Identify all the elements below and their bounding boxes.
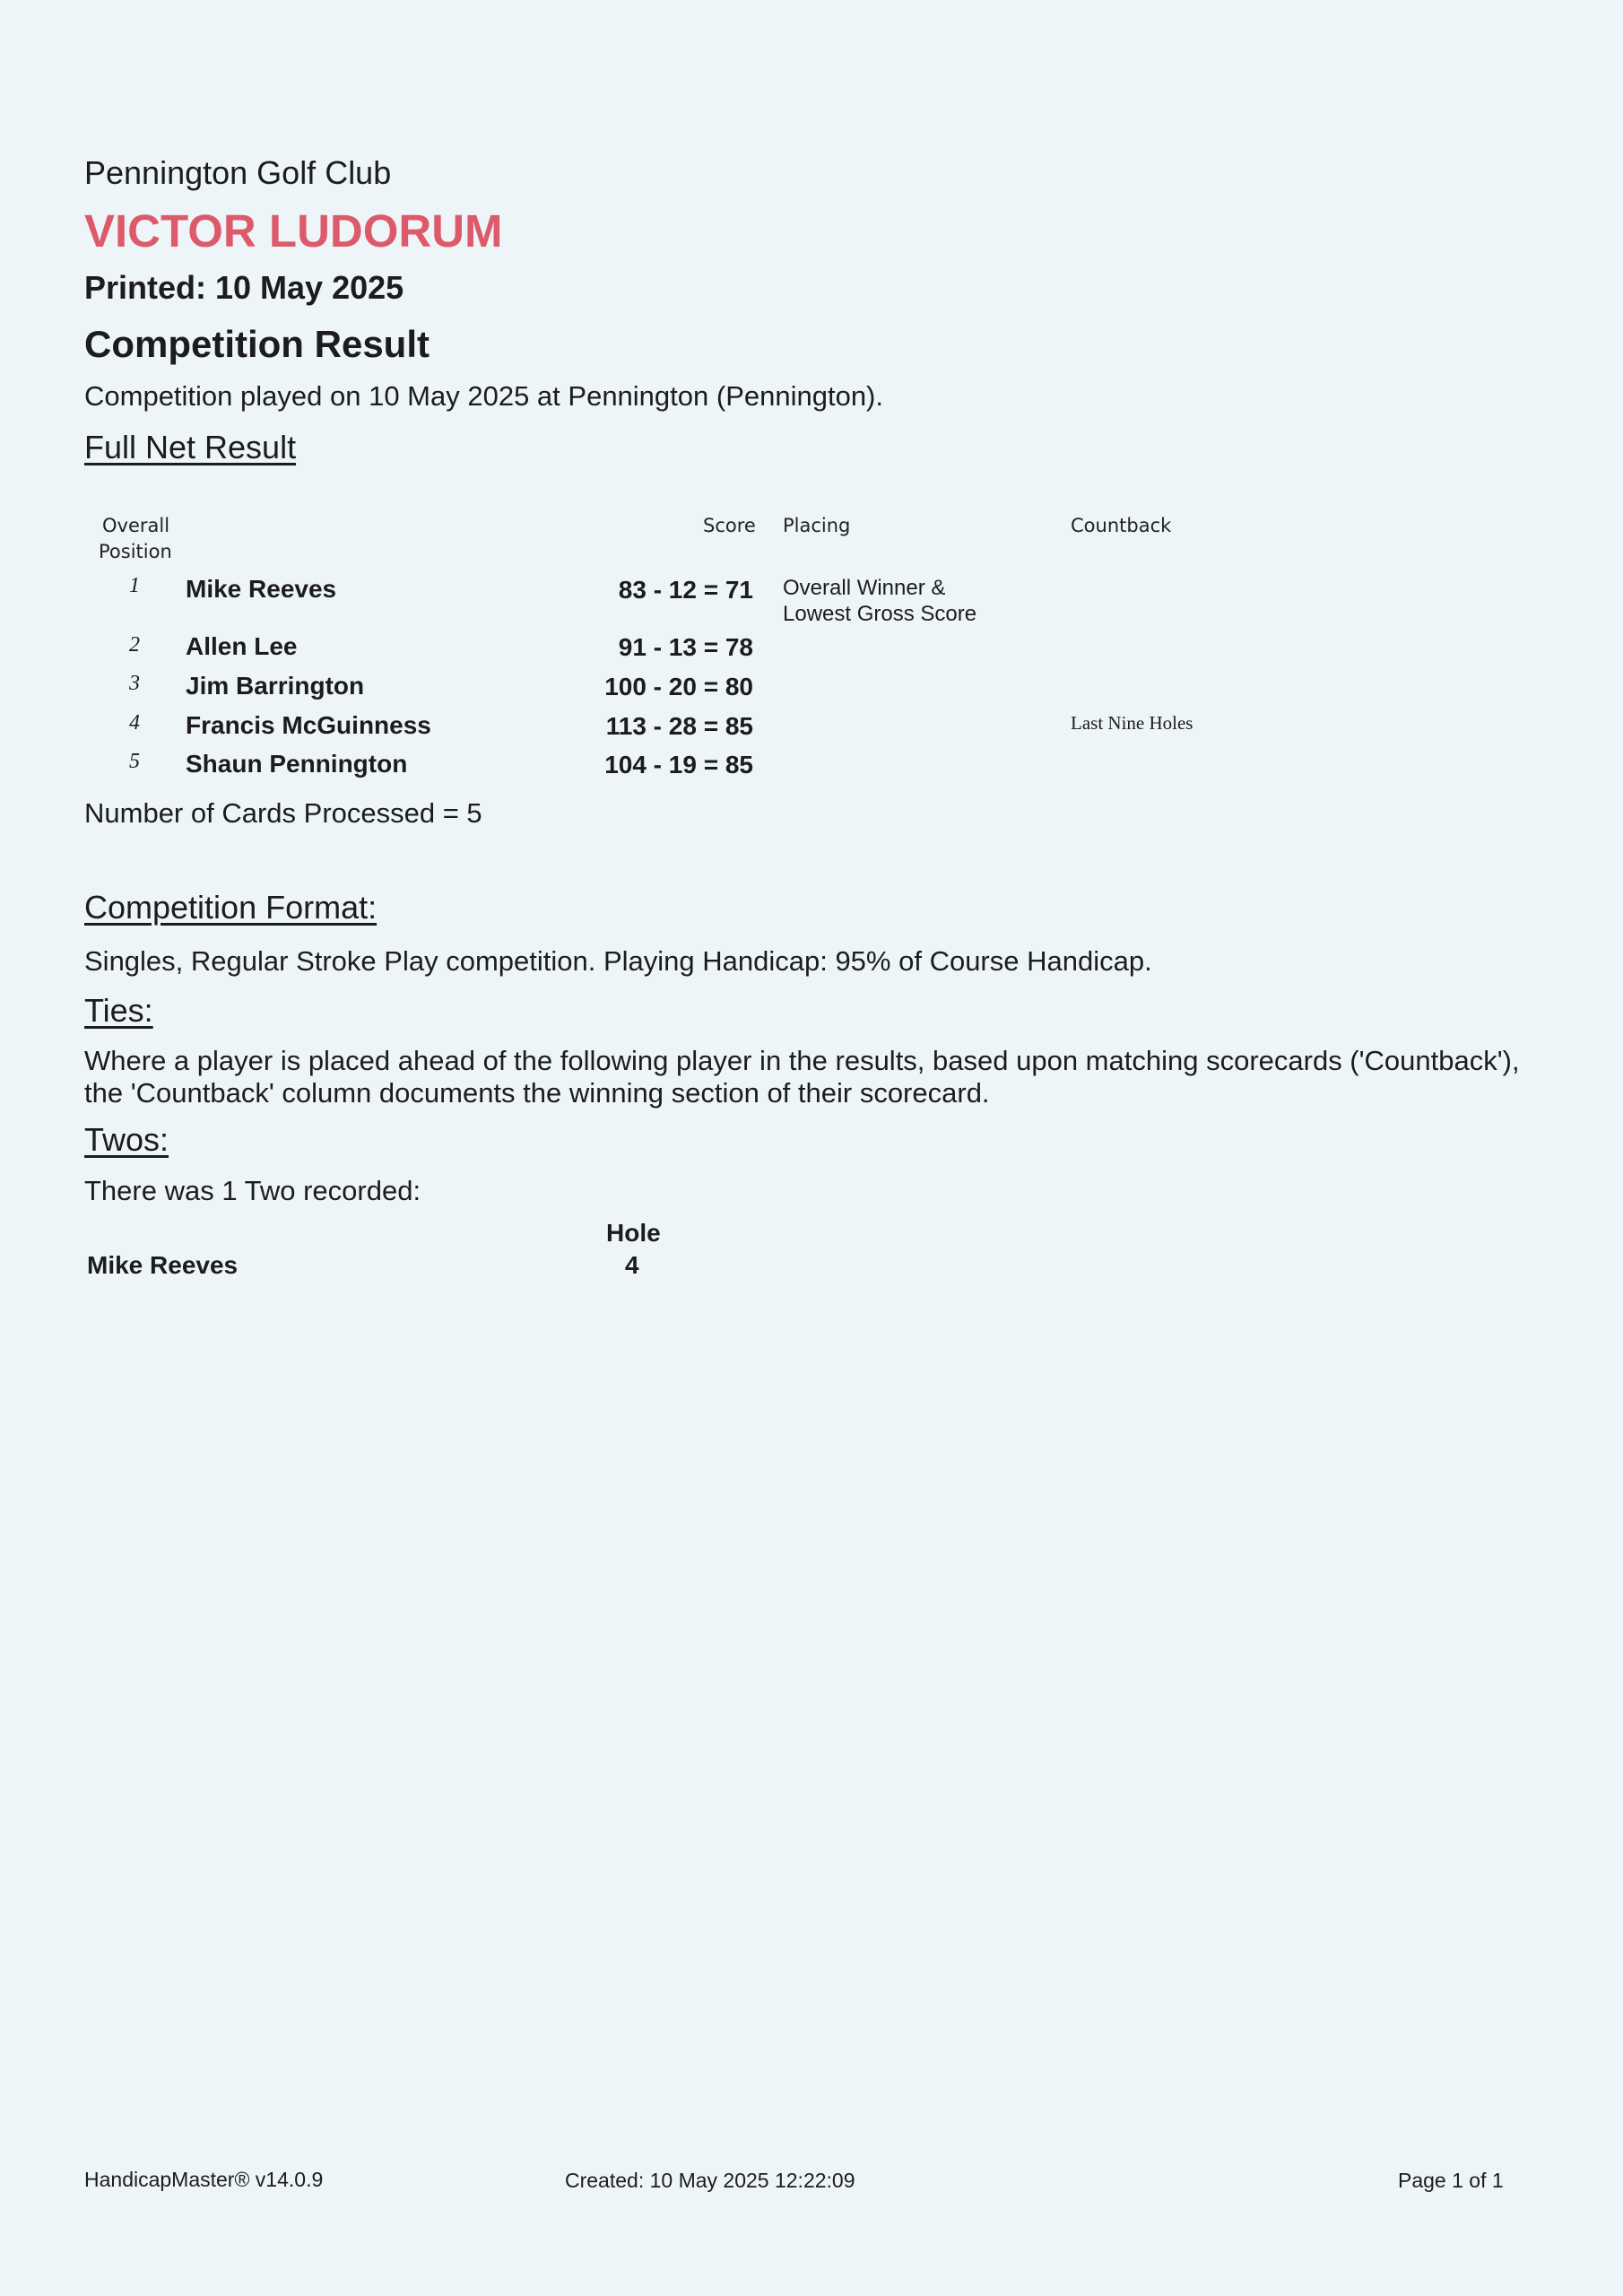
player-name: Allen Lee [186,632,298,660]
countback-cell: Last Nine Holes [1071,712,1193,734]
twos-hole-cell: 4 [625,1251,639,1279]
score-cell: 104 - 19 = 85 [604,751,753,778]
played-on-text: Competition played on 10 May 2025 at Pennington (Pennington). [84,380,883,412]
player-name: Jim Barrington [186,672,365,700]
col-header-score: Score [703,515,756,536]
player-name: Shaun Pennington [186,750,408,778]
col-header-countback: Countback [1071,515,1172,536]
score-cell: 100 - 20 = 80 [604,673,753,700]
player-name: Mike Reeves [186,575,337,603]
footer-software: HandicapMaster® v14.0.9 [84,2168,324,2191]
placing-cell: Overall Winner & Lowest Gross Score [783,576,977,626]
twos-heading: Twos: [84,1121,169,1158]
footer-page-number: Page 1 of 1 [1398,2169,1504,2192]
col-header-placing: Placing [783,515,851,536]
printed-date: Printed: 10 May 2025 [84,269,404,306]
position-cell: 3 [129,672,140,695]
cards-processed: Number of Cards Processed = 5 [84,797,482,829]
position-cell: 5 [129,750,140,773]
ties-text: Where a player is placed ahead of the following player in the results, based upon matching scorecards ('Countback'), the 'Countback' column documents the winning section of their scorecard. [84,1045,1520,1109]
competition-title: VICTOR LUDORUM [84,205,503,257]
club-name: Pennington Golf Club [84,154,392,191]
col-header-position-1: Overall [102,515,170,536]
score-cell: 113 - 28 = 85 [605,712,753,740]
ties-heading: Ties: [84,992,153,1029]
score-cell: 91 - 13 = 78 [618,633,753,661]
position-cell: 4 [129,711,140,735]
score-cell: 83 - 12 = 71 [618,576,753,604]
page-title: Competition Result [84,323,430,365]
results-heading: Full Net Result [84,429,297,465]
footer-created: Created: 10 May 2025 12:22:09 [565,2169,855,2192]
format-text: Singles, Regular Stroke Play competition. Playing Handicap: 95% of Course Handicap. [84,945,1152,977]
format-heading: Competition Format: [84,889,378,926]
twos-hole-header: Hole [606,1219,661,1247]
position-cell: 2 [129,633,140,657]
player-name: Francis McGuinness [186,711,431,739]
twos-player-name: Mike Reeves [87,1251,239,1279]
twos-text: There was 1 Two recorded: [84,1175,421,1206]
position-cell: 1 [129,574,140,597]
col-header-position-2: Position [99,541,172,562]
